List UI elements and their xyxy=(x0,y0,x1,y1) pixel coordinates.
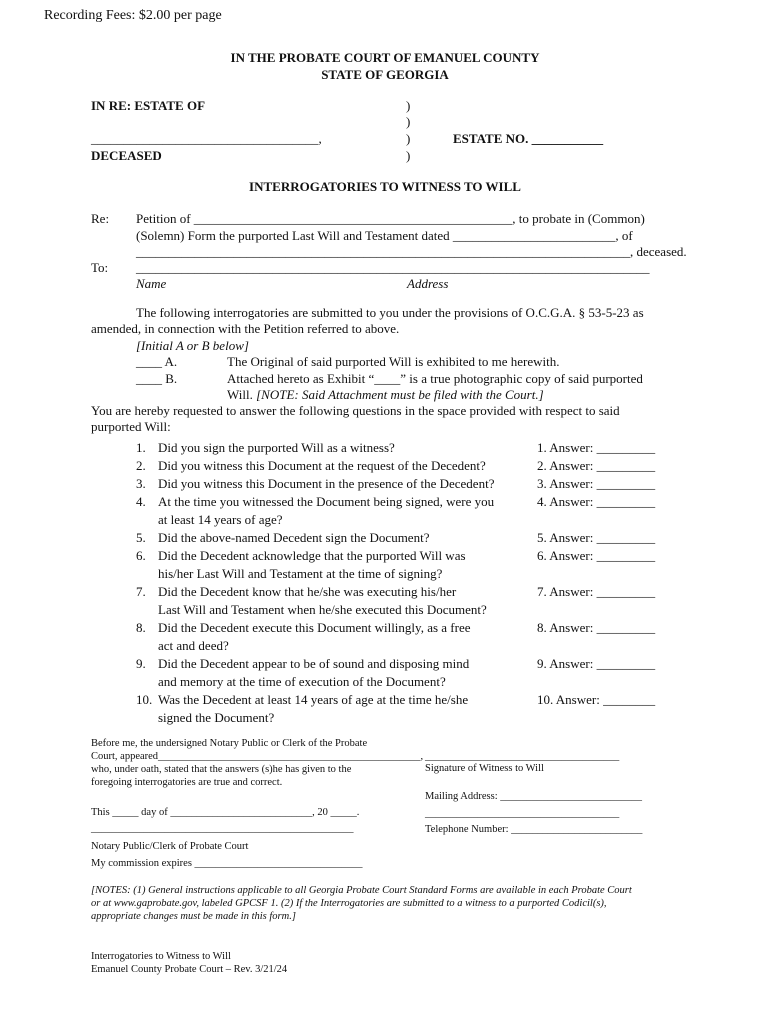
caption-paren: ) xyxy=(406,131,411,146)
re-label: Re: xyxy=(91,211,110,226)
question-number: 8. xyxy=(136,620,146,635)
question-text: Was the Decedent at least 14 years of age at the time he/she xyxy=(158,692,469,707)
in-re-label: IN RE: ESTATE OF xyxy=(91,98,206,113)
question-text: Did you witness this Document in the presence of the Decedent? xyxy=(158,476,495,491)
question-text: Did you witness this Document at the request of the Decedent? xyxy=(158,458,486,473)
option-b-text: Attached hereto as Exhibit “____” is a true photographic copy of said purported xyxy=(227,371,643,386)
question-number: 1. xyxy=(136,440,146,455)
answer-field[interactable]: 3. Answer: _________ xyxy=(537,476,656,491)
answer-field[interactable]: 8. Answer: _________ xyxy=(537,620,656,635)
decedent-line[interactable]: ____________________________________________________________________________, deceased. xyxy=(136,244,687,259)
question-number: 6. xyxy=(136,548,146,563)
telephone-field[interactable]: Telephone Number: _________________________ xyxy=(425,824,643,835)
to-field[interactable]: _______________________________________________________________________________ xyxy=(136,260,650,275)
question-text: Did the Decedent acknowledge that the purported Will was xyxy=(158,548,466,563)
deceased-label: DECEASED xyxy=(91,148,162,163)
initial-note: [Initial A or B below] xyxy=(136,338,249,353)
document-title: INTERROGATORIES TO WITNESS TO WILL xyxy=(249,179,521,194)
decedent-name-field[interactable]: ___________________________________, xyxy=(91,131,322,146)
question-number: 4. xyxy=(136,494,146,509)
caption-paren: ) xyxy=(406,148,411,163)
witness-signature-label: Signature of Witness to Will xyxy=(425,763,544,774)
question-text: signed the Document? xyxy=(158,710,275,725)
footer-revision: Emanuel County Probate Court – Rev. 3/21/24 xyxy=(91,964,288,975)
request-line-2: purported Will: xyxy=(91,419,171,434)
notary-line-3: who, under oath, stated that the answers (s)he has given to the xyxy=(91,764,352,775)
caption-paren: ) xyxy=(406,98,411,113)
commission-expires-field[interactable]: My commission expires ________________________________ xyxy=(91,858,363,869)
answer-field[interactable]: 1. Answer: _________ xyxy=(537,440,656,455)
question-text: Did the Decedent know that he/she was executing his/her xyxy=(158,584,457,599)
notary-line-1: Before me, the undersigned Notary Public or Clerk of the Probate xyxy=(91,738,368,749)
question-text: his/her Last Will and Testament at the time of signing? xyxy=(158,566,443,581)
answer-field[interactable]: 6. Answer: _________ xyxy=(537,548,656,563)
intro-line-1: The following interrogatories are submitted to you under the provisions of O.C.G.A. § 53-5-23 as xyxy=(136,305,644,320)
notary-signature-field[interactable]: __________________________________________________ xyxy=(91,823,354,834)
footer-form-name: Interrogatories to Witness to Will xyxy=(91,951,231,962)
question-number: 10. xyxy=(136,692,153,707)
notes-line-2: or at www.gaprobate.gov, labeled GPCSF 1. (2) If the Interrogatories are submitted to a witness to a purported Codicil(s), xyxy=(91,898,607,909)
option-b-will: Will. xyxy=(227,387,253,402)
option-a-text: The Original of said purported Will is exhibited to me herewith. xyxy=(227,354,560,369)
question-text: Did you sign the purported Will as a witness? xyxy=(158,440,395,455)
answer-field[interactable]: 5. Answer: _________ xyxy=(537,530,656,545)
notary-title: Notary Public/Clerk of Probate Court xyxy=(91,841,249,852)
witness-signature-field[interactable]: _____________________________________ xyxy=(425,751,620,762)
notary-line-4: foregoing interrogatories are true and correct. xyxy=(91,777,283,788)
question-number: 3. xyxy=(136,476,146,491)
intro-line-2: amended, in connection with the Petition referred to above. xyxy=(91,321,400,336)
estate-no-field[interactable]: ESTATE NO. ___________ xyxy=(453,131,604,146)
request-line-1: You are hereby requested to answer the following questions in the space provided with respect to said xyxy=(91,403,620,418)
mailing-address-field[interactable]: Mailing Address: ___________________________ xyxy=(425,791,642,802)
option-b-text-2 xyxy=(227,387,544,403)
caption-paren: ) xyxy=(406,114,411,129)
recording-fees: Recording Fees: $2.00 per page xyxy=(44,8,222,23)
question-number: 5. xyxy=(136,530,146,545)
question-text: Did the Decedent appear to be of sound and disposing mind xyxy=(158,656,470,671)
answer-field[interactable]: 4. Answer: _________ xyxy=(537,494,656,509)
answer-field[interactable]: 2. Answer: _________ xyxy=(537,458,656,473)
to-label: To: xyxy=(91,260,109,275)
petition-line[interactable]: Petition of _________________________________________________, to probate in (Common) xyxy=(136,211,645,226)
question-number: 2. xyxy=(136,458,146,473)
answer-field[interactable]: 10. Answer: ________ xyxy=(537,692,656,707)
notes-line-3: appropriate changes must be made in this form.] xyxy=(91,911,296,922)
option-a-initial[interactable]: ____ A. xyxy=(136,354,178,369)
answer-field[interactable]: 7. Answer: _________ xyxy=(537,584,656,599)
question-text: at least 14 years of age? xyxy=(158,512,283,527)
question-text: and memory at the time of execution of the Document? xyxy=(158,674,446,689)
question-text: Last Will and Testament when he/she executed this Document? xyxy=(158,602,487,617)
court-title: IN THE PROBATE COURT OF EMANUEL COUNTY xyxy=(230,50,540,65)
attachment-note: [NOTE: Said Attachment must be filed with the Court.] xyxy=(256,387,544,402)
question-number: 9. xyxy=(136,656,146,671)
will-date-line[interactable]: (Solemn) Form the purported Last Will and Testament dated _________________________, of xyxy=(136,228,633,243)
court-state: STATE OF GEORGIA xyxy=(321,67,449,82)
question-text: Did the Decedent execute this Document willingly, as a free xyxy=(158,620,471,635)
appeared-field[interactable]: Court, appeared__________________________________________________, xyxy=(91,751,424,762)
mailing-address-line-2[interactable]: _____________________________________ xyxy=(425,808,620,819)
question-number: 7. xyxy=(136,584,146,599)
notes-line-1: [NOTES: (1) General instructions applicable to all Georgia Probate Court Standard Forms are available in each Probate Court xyxy=(91,885,632,896)
sworn-date-field[interactable]: This _____ day of ___________________________, 20 _____. xyxy=(91,807,360,818)
name-caption: Name xyxy=(136,276,167,291)
option-b-initial[interactable]: ____ B. xyxy=(136,371,178,386)
question-text: act and deed? xyxy=(158,638,229,653)
question-text: At the time you witnessed the Document being signed, were you xyxy=(158,494,495,509)
answer-field[interactable]: 9. Answer: _________ xyxy=(537,656,656,671)
question-text: Did the above-named Decedent sign the Document? xyxy=(158,530,430,545)
address-caption: Address xyxy=(407,276,449,291)
